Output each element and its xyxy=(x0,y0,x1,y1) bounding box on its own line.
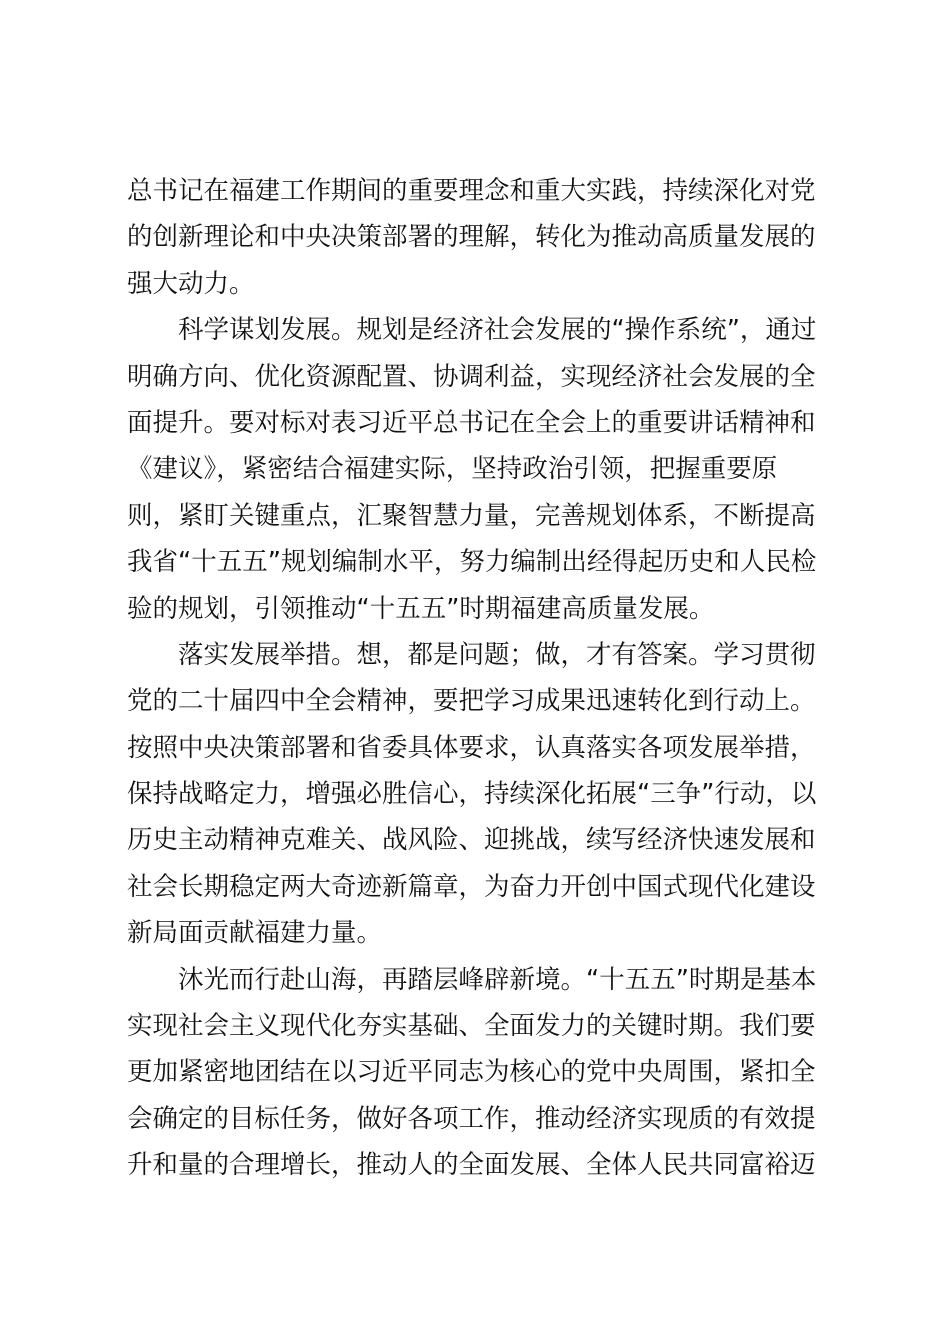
text-line: 按照中央决策部署和省委具体要求，认真落实各项发展举措， xyxy=(127,732,816,763)
paragraph-start-line: 科学谋划发展。规划是经济社会发展的“操作系统”，通过 xyxy=(178,315,817,346)
text-line: 面提升。要对标对表习近平总书记在全会上的重要讲话精神和 xyxy=(127,407,816,438)
text-line: 会确定的目标任务，做好各项工作，推动经济实现质的有效提 xyxy=(127,1103,816,1134)
text-line: 验的规划，引领推动“十五五”时期福建高质量发展。 xyxy=(127,593,715,624)
text-line: 新局面贡献福建力量。 xyxy=(127,918,383,949)
text-line: 强大动力。 xyxy=(127,268,255,299)
text-line: 明确方向、优化资源配置、协调利益，实现经济社会发展的全 xyxy=(127,361,816,392)
text-line: 保持战略定力，增强必胜信心，持续深化拓展“三争”行动，以 xyxy=(127,779,817,810)
text-line: 《建议》，紧密结合福建实际，坚持政治引领，把握重要原 xyxy=(127,454,778,485)
text-line: 我省“十五五”规划编制水平，努力编制出经得起历史和人民检 xyxy=(127,547,817,578)
text-line: 社会长期稳定两大奇迹新篇章，为奋力开创中国式现代化建设 xyxy=(127,871,816,902)
body-text xyxy=(127,168,833,1189)
text-line: 则，紧盯关键重点，汇聚智慧力量，完善规划体系，不断提高 xyxy=(127,500,816,531)
text-line: 的创新理论和中央决策部署的理解，转化为推动高质量发展的 xyxy=(127,222,816,253)
paragraph-start-line: 落实发展举措。想，都是问题；做，才有答案。学习贯彻 xyxy=(178,639,816,670)
text-line: 总书记在福建工作期间的重要理念和重大实践，持续深化对党 xyxy=(127,176,816,206)
paragraph-start-line: 沐光而行赴山海，再踏层峰辟新境。“十五五”时期是基本 xyxy=(178,964,817,995)
text-line: 实现社会主义现代化夯实基础、全面发力的关键时期。我们要 xyxy=(127,1011,816,1042)
text-line: 历史主动精神克难关、战风险、迎挑战，续写经济快速发展和 xyxy=(127,825,816,856)
text-line: 升和量的合理增长，推动人的全面发展、全体人民共同富裕迈 xyxy=(127,1150,816,1181)
text-line: 更加紧密地团结在以习近平同志为核心的党中央周围，紧扣全 xyxy=(127,1057,816,1088)
text-line: 党的二十届四中全会精神，要把学习成果迅速转化到行动上。 xyxy=(127,686,816,717)
